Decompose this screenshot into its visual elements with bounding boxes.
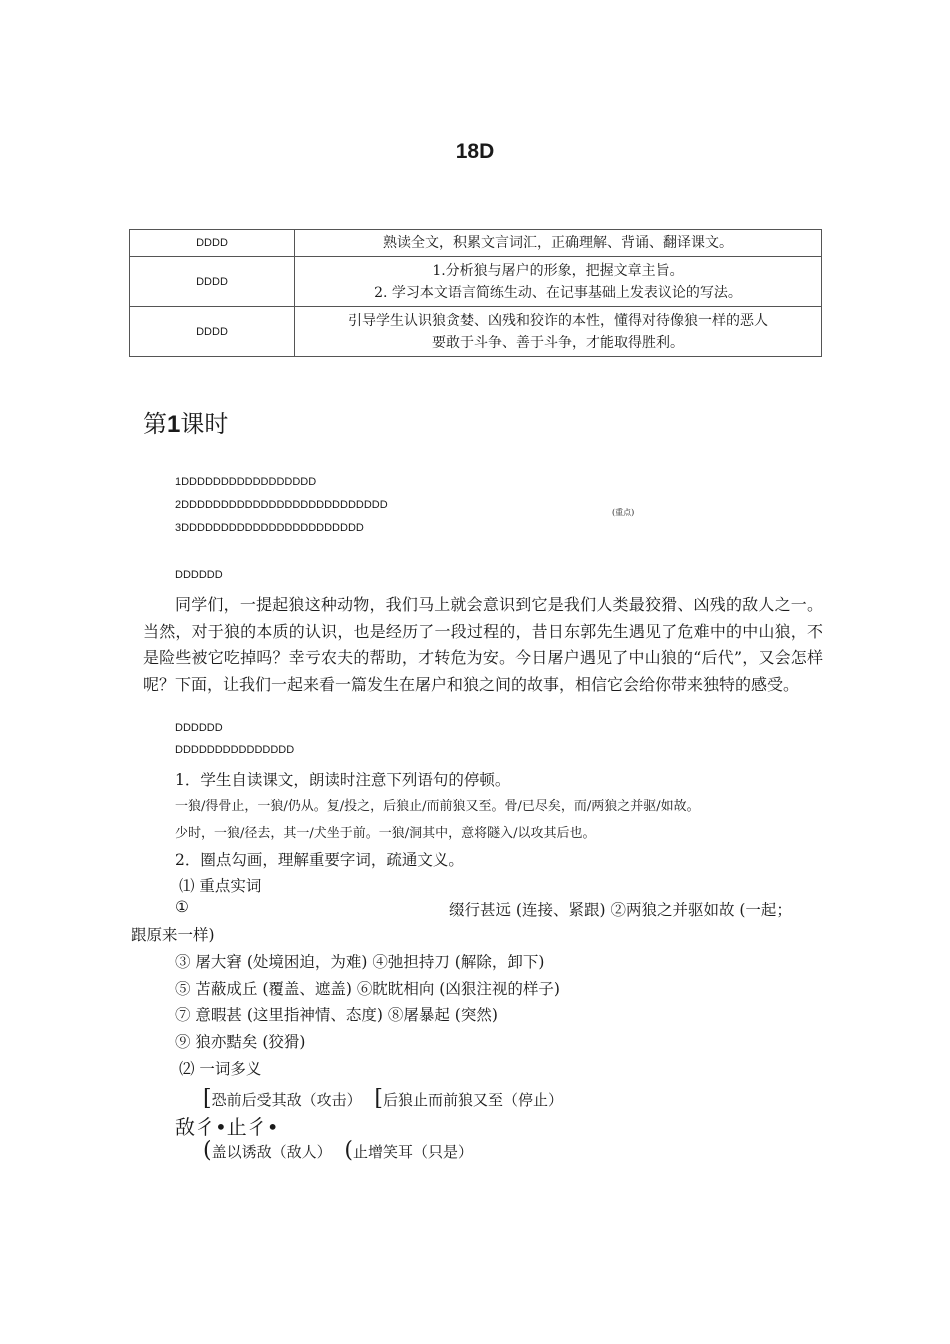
vocab-item: ⑦ 意暇甚 (这里指神情、态度) ⑧屠暴起 (突然): [175, 1006, 498, 1024]
section-subheading: DDDDDDDDDDDDDDD: [175, 744, 295, 756]
goal-content: 熟读全文，积累文言词汇，正确理解、背诵、翻译课文。: [295, 230, 822, 257]
polysemy-key-words: 敌彳•止彳•: [175, 1115, 279, 1139]
subheading-polysemy: ⑵ 一词多义: [179, 1060, 262, 1078]
vocab-item: 跟原来一样): [131, 926, 215, 944]
table-row: [130, 230, 822, 257]
pause-example: 一狼/得骨止，一狼/仍从。复/投之，后狼止/而前狼又至。骨/已尽矣，而/两狼之并驱/如故。: [175, 799, 700, 814]
goal-label: DDDD: [130, 257, 295, 307]
key-point-note: (重点): [612, 508, 635, 517]
vocab-item: ⑨ 狼亦黠矣 (狡猾): [175, 1033, 306, 1051]
task-two: 2．圈点勾画，理解重要字词，疏通文义。: [175, 851, 464, 869]
vocab-item: 缀行甚远 (连接、紧跟) ②两狼之并驱如故 (一起；: [449, 901, 792, 919]
polysemy-top-row: [恐前后受其敌（攻击） [后狼止而前狼又至（停止）: [203, 1086, 563, 1111]
vocab-item: ⑤ 苫蔽成丘 (覆盖、遮盖) ⑥眈眈相向 (凶狠注视的样子): [175, 980, 560, 998]
goal-content: 1.分析狼与屠户的形象，把握文章主旨。 2. 学习本文语言简练生动、在记事基础上发表议论的写法。: [295, 257, 822, 307]
polysemy-bottom-row: (盖以诱敌（敌人） (止增笑耳（只是）: [203, 1138, 473, 1163]
goal-content: 引导学生认识狼贪婪、凶残和狡诈的本性，懂得对待像狼一样的恶人 要敢于斗争、善于斗争，才能取得胜利。: [295, 307, 822, 357]
learning-goals-table: [129, 229, 822, 357]
section-heading: DDDDDD: [175, 569, 223, 581]
objective-item: 2DDDDDDDDDDDDDDDDDDDDDDDDDD: [175, 499, 388, 511]
objective-item: 3DDDDDDDDDDDDDDDDDDDDDDD: [175, 522, 364, 534]
pause-example: 少时，一狼/径去，其一/犬坐于前。一狼/洞其中，意将隧入/以攻其后也。: [175, 826, 596, 841]
objective-item: 1DDDDDDDDDDDDDDDDD: [175, 476, 317, 488]
task-one: 1．学生自读课文，朗读时注意下列语句的停顿。: [175, 771, 511, 789]
vocab-item: ③ 屠大窘 (处境困迫，为难) ④弛担持刀 (解除，卸下): [175, 953, 545, 971]
vocab-number: ①: [175, 898, 189, 916]
lesson-heading: 第1课时: [143, 410, 229, 438]
intro-paragraph: 同学们，一提起狼这种动物，我们马上就会意识到它是我们人类最狡猾、凶残的敌人之一。当然，对于狼的本质的认识，也是经历了一段过程的，昔日东郭先生遇见了危难中的中山狼，不是险些被它吃掉吗？幸亏农夫的帮助，才转危为安。今日屠户遇见了中山狼的“后代”，又会怎样呢？下面，让我们一起来看一篇发生在屠户和狼之间的故事，相信它会给你带来独特的感受。: [143, 595, 823, 694]
subheading-key-words: ⑴ 重点实词: [179, 877, 262, 895]
page-title: 18D: [455, 140, 495, 163]
table-row: [130, 257, 822, 307]
section-heading: DDDDDD: [175, 722, 223, 734]
goal-label: DDDD: [130, 230, 295, 257]
table-row: [130, 307, 822, 357]
goal-label: DDDD: [130, 307, 295, 357]
